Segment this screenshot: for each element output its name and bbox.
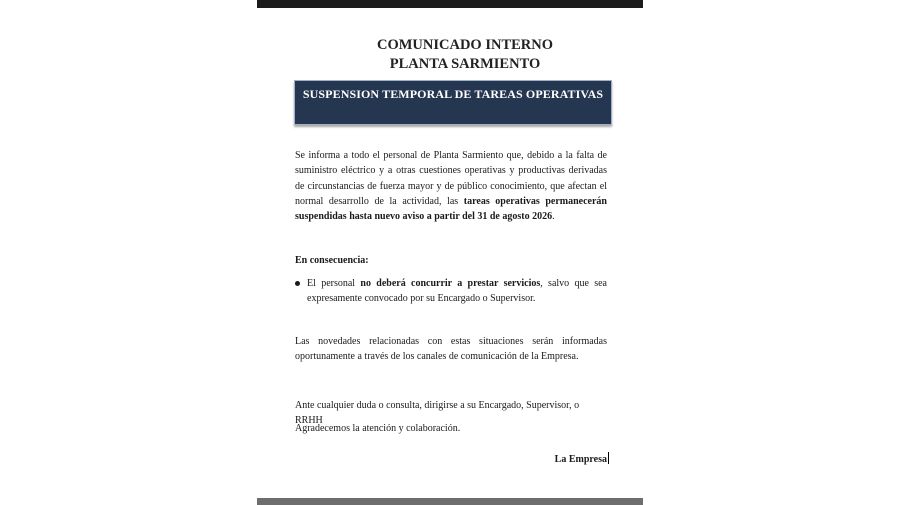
signature — [555, 452, 609, 467]
title-line-2: PLANTA SARMIENTO — [389, 56, 541, 72]
contact-line: Ante cualquier duda o consulta, dirigirse a su Encargado, Supervisor, o RRHH — [295, 400, 580, 427]
text-cursor — [608, 452, 609, 464]
bullet-text-start: El personal — [307, 278, 361, 289]
page-bottom-border — [257, 498, 643, 505]
signature-text: La Empresa — [554, 454, 607, 465]
consequence-heading: En consecuencia: — [295, 255, 369, 266]
intro-text-bold: tareas operativas permanecerán suspendidas hasta nuevo aviso a partir del 31 de agosto 2026 — [295, 195, 607, 223]
intro-text-start: Se informa a todo el personal de Planta Sarmiento que, debido a la falta de suministro eléctrico y a otras cuestiones operativas y productivas derivadas de circunstancias de fuerza mayor y de público conocimiento, que afectan el normal desarrollo de la actividad, las — [295, 150, 607, 207]
document-title — [257, 36, 673, 74]
document-page — [257, 0, 643, 505]
bullet-icon — [295, 281, 300, 286]
news-paragraph: Las novedades relacionadas con estas situaciones serán informadas oportunamente a través de los canales de comunicación de la Empresa. — [295, 336, 607, 363]
intro-text-end: . — [552, 211, 555, 223]
bullet-text-bold: no deberá concurrir a prestar servicios — [360, 278, 541, 289]
bullet-text — [307, 276, 607, 307]
title-line-1: COMUNICADO INTERNO — [376, 37, 554, 53]
page-top-border — [257, 0, 643, 8]
subject-banner-text: SUSPENSION TEMPORAL DE TAREAS OPERATIVAS — [302, 87, 604, 101]
thanks-line: Agradecemos la atención y colaboración. — [295, 423, 461, 434]
intro-paragraph — [295, 148, 607, 224]
bullet-text-end: , salvo que sea expresamente convocado por su Encargado o Supervisor. — [307, 278, 607, 305]
subject-banner — [294, 80, 612, 125]
